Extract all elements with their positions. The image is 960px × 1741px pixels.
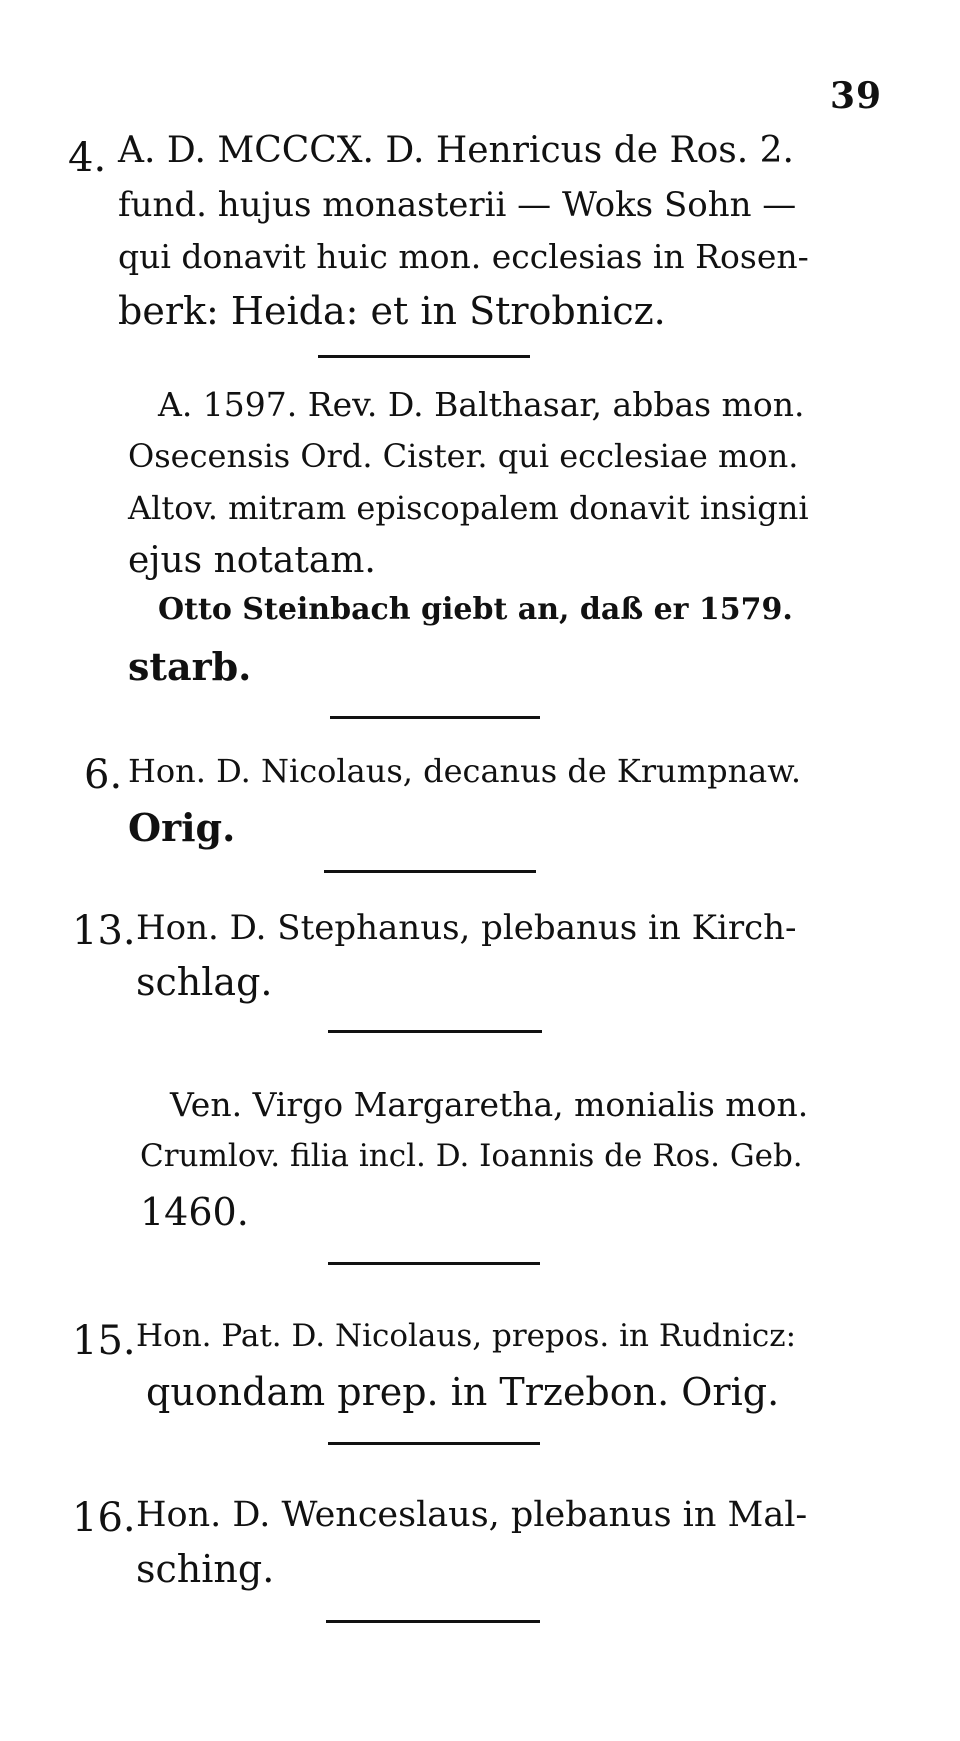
entry-line: 1460. — [140, 1190, 249, 1234]
entry-line: starb. — [128, 644, 252, 689]
separator-rule — [328, 1030, 542, 1033]
entry-line: qui donavit huic mon. ecclesias in Rosen- — [118, 237, 809, 276]
entry-line: A. D. MCCCX. D. Henricus de Ros. 2. — [118, 130, 794, 171]
entry-line: quondam prep. in Trzebon. Orig. — [146, 1370, 780, 1414]
separator-rule — [324, 870, 536, 873]
entry-line: A. 1597. Rev. D. Balthasar, abbas mon. — [158, 385, 805, 424]
entry-line: Hon. D. Nicolaus, decanus de Krumpnaw. — [128, 752, 802, 790]
entry-number: 16. — [72, 1495, 136, 1541]
entry-line: Osecensis Ord. Cister. qui ecclesiae mon. — [128, 437, 799, 475]
separator-rule — [328, 1442, 540, 1445]
entry-number: 6. — [84, 752, 123, 798]
entry-line: Crumlov. filia incl. D. Ioannis de Ros. Geb. — [140, 1138, 803, 1174]
entry-line: Ven. Virgo Margaretha, monialis mon. — [170, 1085, 809, 1124]
page-number: 39 — [830, 75, 883, 117]
entry-line: sching. — [136, 1547, 275, 1591]
entry-line: ejus notatam. — [128, 540, 376, 581]
entry-line: Hon. D. Wenceslaus, plebanus in Mal- — [136, 1495, 808, 1535]
separator-rule — [330, 716, 540, 719]
entry-line: fund. hujus monasterii — Woks Sohn — — [118, 185, 797, 225]
entry-number: 4. — [68, 135, 107, 181]
separator-rule — [328, 1262, 540, 1265]
entry-line: Hon. D. Stephanus, plebanus in Kirch- — [136, 908, 797, 948]
entry-line: Otto Steinbach giebt an, daß er 1579. — [158, 592, 793, 627]
entry-line: Altov. mitram episcopalem donavit insigni — [128, 489, 809, 527]
entry-line: berk: Heida: et in Strobnicz. — [118, 289, 666, 333]
separator-rule — [326, 1620, 540, 1623]
entry-line: Orig. — [128, 805, 236, 850]
entry-line: schlag. — [136, 960, 273, 1004]
separator-rule — [318, 355, 530, 358]
entry-number: 15. — [72, 1318, 136, 1364]
entry-line: Hon. Pat. D. Nicolaus, prepos. in Rudnicz: — [136, 1318, 797, 1354]
entry-number: 13. — [72, 908, 136, 954]
